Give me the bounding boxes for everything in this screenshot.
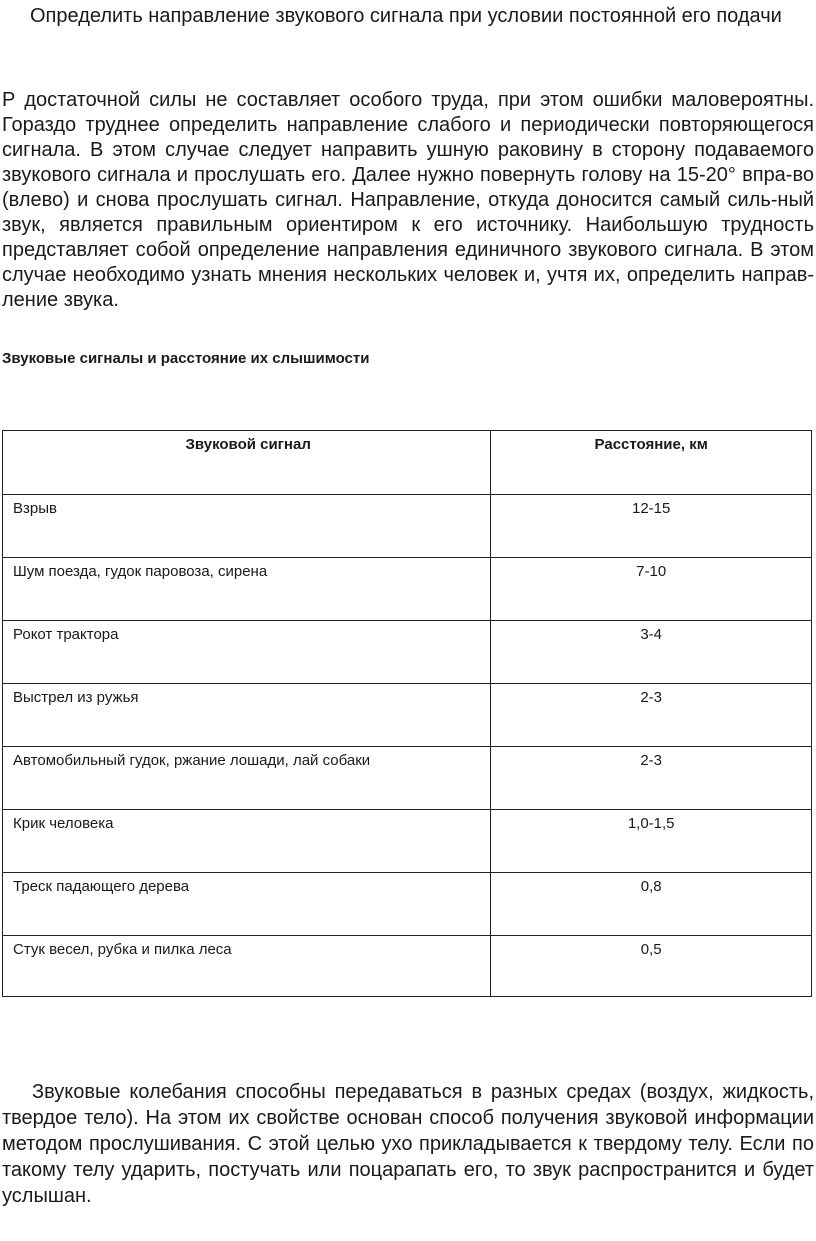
signal-cell — [3, 747, 491, 810]
sound-signals-table — [2, 430, 812, 997]
signal-cell — [3, 873, 491, 936]
header-signal — [3, 431, 491, 495]
signal-name: Крик человека — [13, 815, 114, 832]
distance-value: 0,5 — [640, 941, 662, 958]
table-section-title: Звуковые сигналы и расстояние их слышимости — [2, 350, 370, 367]
distance-value: 0,8 — [640, 878, 662, 895]
table-row — [3, 621, 812, 684]
distance-cell — [491, 810, 812, 873]
table-row — [3, 495, 812, 558]
distance-cell — [491, 621, 812, 684]
distance-value: 3-4 — [640, 626, 663, 643]
closing-paragraph: Звуковые колебания способны передаваться в разных средах (воздух, жидкость, твердое тело). На этом их свойстве основан способ получения звуковой информации методом прослушивания. С этой целью ухо прикладывается к твердому телу. Если по такому телу ударить, постучать или поцарапать его, то звук распространится и будет услышан. — [2, 1081, 814, 1207]
distance-cell — [491, 936, 812, 997]
signal-cell — [3, 558, 491, 621]
signal-cell — [3, 810, 491, 873]
signal-name: Треск падающего дерева — [13, 878, 190, 895]
distance-value: 1,0-1,5 — [627, 815, 675, 832]
distance-cell — [491, 558, 812, 621]
distance-cell — [491, 873, 812, 936]
table-row — [3, 558, 812, 621]
distance-value: 2-3 — [640, 752, 663, 769]
table-row — [3, 936, 812, 997]
signal-name: Стук весел, рубка и пилка леса — [13, 941, 232, 958]
table-header-row — [3, 431, 812, 495]
header-signal-label: Звуковой сигнал — [185, 436, 311, 453]
signal-cell — [3, 936, 491, 997]
document-heading: Определить направление звукового сигнала при условии постоянной его подачи — [30, 5, 782, 27]
distance-value: 7-10 — [636, 563, 667, 580]
distance-cell — [491, 495, 812, 558]
table-row — [3, 873, 812, 936]
intro-paragraph: Р достаточной силы не составляет особого труда, при этом ошибки маловероятны. Гораздо труднее определить направление слабого и периодически повторяющегося сигнала. В этом случае следует направить ушную раковину в сторону подаваемого звукового сигнала и прослушать его. Далее нужно повернуть голову на 15-20° впра-во (влево) и снова прослушать сигнал. Направление, откуда доносится самый силь-ный звук, является правильным ориентиром к его источнику. Наибольшую трудность представляет собой определение направления единичного звукового сигнала. В этом случае необходимо узнать мнения нескольких человек и, учтя их, определить направ-ление звука. — [2, 89, 814, 311]
table-row — [3, 684, 812, 747]
signal-cell — [3, 621, 491, 684]
distance-value: 2-3 — [640, 689, 663, 706]
header-distance — [491, 431, 812, 495]
signal-cell — [3, 495, 491, 558]
signal-name: Выстрел из ружья — [13, 689, 139, 706]
signal-name: Автомобильный гудок, ржание лошади, лай собаки — [13, 752, 371, 769]
distance-cell — [491, 684, 812, 747]
header-distance-label: Расстояние, км — [594, 436, 708, 453]
table-row — [3, 810, 812, 873]
distance-cell — [491, 747, 812, 810]
signal-name: Шум поезда, гудок паровоза, сирена — [13, 563, 268, 580]
distance-value: 12-15 — [632, 500, 671, 517]
signal-cell — [3, 684, 491, 747]
signal-name: Взрыв — [13, 500, 57, 517]
table-row — [3, 747, 812, 810]
signal-name: Рокот трактора — [13, 626, 119, 643]
